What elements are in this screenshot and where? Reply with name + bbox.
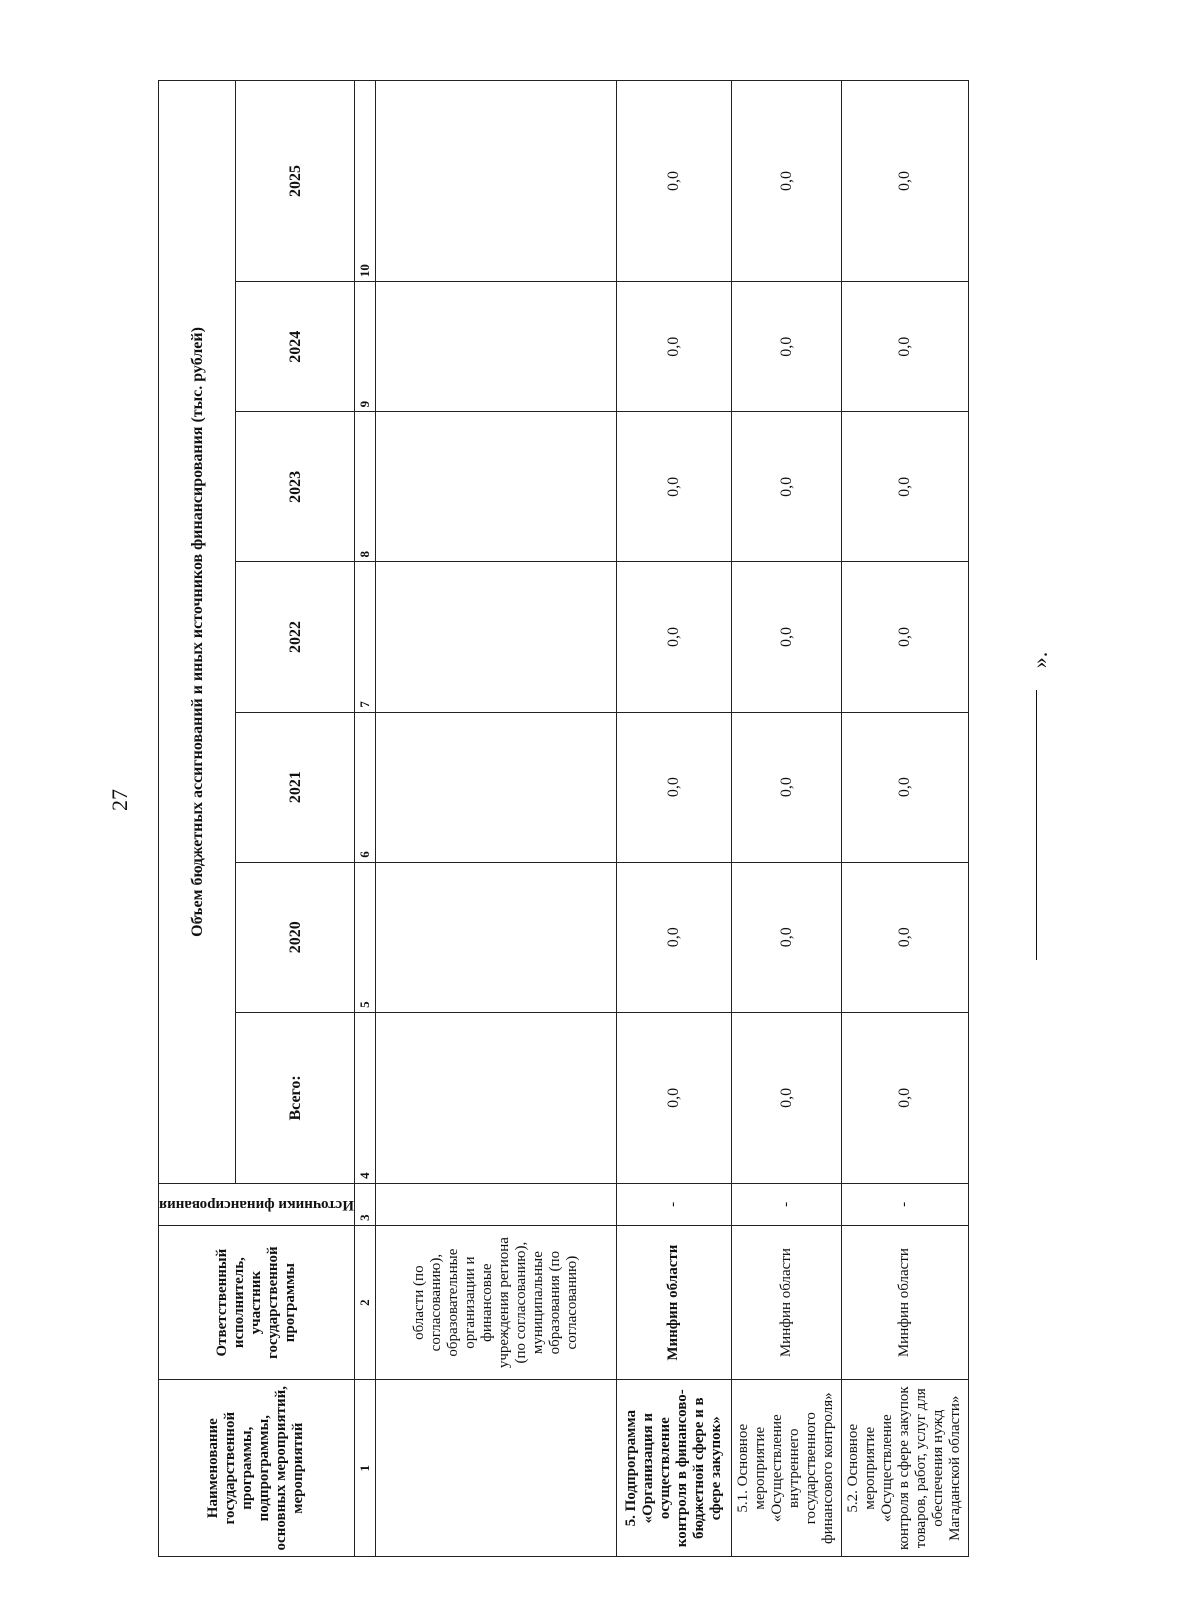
header-year-2025: 2025 (236, 81, 355, 282)
header-year-2024: 2024 (236, 282, 355, 412)
row-source: - (841, 1183, 968, 1225)
empty-cell (375, 1183, 616, 1225)
row-name: 5. Подпрограмма «Организация и осуществление контроля в финансово-бюджетной сфере и в сфере закупок» (616, 1380, 731, 1557)
header-year-2020: 2020 (236, 862, 355, 1012)
closing-quote-mark: ». (1027, 651, 1052, 669)
row-value-2023: 0,0 (616, 412, 731, 562)
continuation-responsible: области (по согласованию), образовательные организации и финансовые учреждения региона (по согласованию), муниципальные образования (по согласованию) (375, 1225, 616, 1380)
column-number-row (354, 81, 375, 1557)
row-value-2020: 0,0 (841, 862, 968, 1012)
header-year-2023: 2023 (236, 412, 355, 562)
empty-cell (375, 862, 616, 1012)
col-num-5: 5 (354, 862, 375, 1012)
header-sources: Источники финансирования (159, 1196, 354, 1213)
row-name: 5.2. Основное мероприятие «Осуществление контроля в сфере закупок товаров, работ, услуг для обеспечения нужд Магаданской области» (841, 1380, 968, 1557)
table-row-continuation (375, 81, 616, 1557)
row-source: - (731, 1183, 841, 1225)
row-value-2025: 0,0 (731, 81, 841, 282)
table-row (841, 81, 968, 1557)
row-responsible: Минфин области (731, 1225, 841, 1380)
empty-cell (375, 562, 616, 712)
closing-line (1036, 690, 1037, 960)
col-num-4: 4 (354, 1012, 375, 1183)
row-value-2021: 0,0 (616, 712, 731, 862)
empty-cell (375, 712, 616, 862)
row-value-2024: 0,0 (616, 282, 731, 412)
col-num-7: 7 (354, 562, 375, 712)
table-row (731, 81, 841, 1557)
col-num-1: 1 (354, 1380, 375, 1557)
row-value-total: 0,0 (731, 1012, 841, 1183)
col-num-3: 3 (354, 1183, 375, 1225)
col-num-10: 10 (354, 81, 375, 282)
row-value-2020: 0,0 (616, 862, 731, 1012)
row-value-2024: 0,0 (731, 282, 841, 412)
header-year-2021: 2021 (236, 712, 355, 862)
row-value-2022: 0,0 (731, 562, 841, 712)
row-value-total: 0,0 (841, 1012, 968, 1183)
header-total: Всего: (236, 1012, 355, 1183)
row-value-2023: 0,0 (841, 412, 968, 562)
header-name: Наименование государственной программы, подпрограммы, основных мероприятий, мероприятий (159, 1380, 355, 1557)
row-value-total: 0,0 (616, 1012, 731, 1183)
empty-cell (375, 81, 616, 282)
row-value-2025: 0,0 (841, 81, 968, 282)
header-volume: Объем бюджетных ассигнований и иных источников финансирования (тыс. рублей) (159, 81, 236, 1184)
col-num-6: 6 (354, 712, 375, 862)
header-responsible: Ответственный исполнитель, участник государственной программы (159, 1225, 355, 1380)
col-num-9: 9 (354, 282, 375, 412)
row-value-2023: 0,0 (731, 412, 841, 562)
row-name: 5.1. Основное мероприятие «Осуществление внутреннего государственного финансового контроля» (731, 1380, 841, 1557)
row-value-2024: 0,0 (841, 282, 968, 412)
row-value-2022: 0,0 (616, 562, 731, 712)
empty-cell (375, 282, 616, 412)
header-sources-cell (159, 1183, 355, 1225)
row-value-2021: 0,0 (731, 712, 841, 862)
continuation-name (375, 1380, 616, 1557)
empty-cell (375, 412, 616, 562)
table-row (616, 81, 731, 1557)
row-responsible: Минфин области (616, 1225, 731, 1380)
row-value-2022: 0,0 (841, 562, 968, 712)
financing-table (158, 80, 969, 1557)
empty-cell (375, 1012, 616, 1183)
page-number: 27 (107, 789, 132, 811)
financing-table-rotated (158, 80, 983, 1557)
row-value-2021: 0,0 (841, 712, 968, 862)
row-value-2020: 0,0 (731, 862, 841, 1012)
col-num-2: 2 (354, 1225, 375, 1380)
header-year-2022: 2022 (236, 562, 355, 712)
col-num-8: 8 (354, 412, 375, 562)
row-value-2025: 0,0 (616, 81, 731, 282)
row-source: - (616, 1183, 731, 1225)
row-responsible: Минфин области (841, 1225, 968, 1380)
